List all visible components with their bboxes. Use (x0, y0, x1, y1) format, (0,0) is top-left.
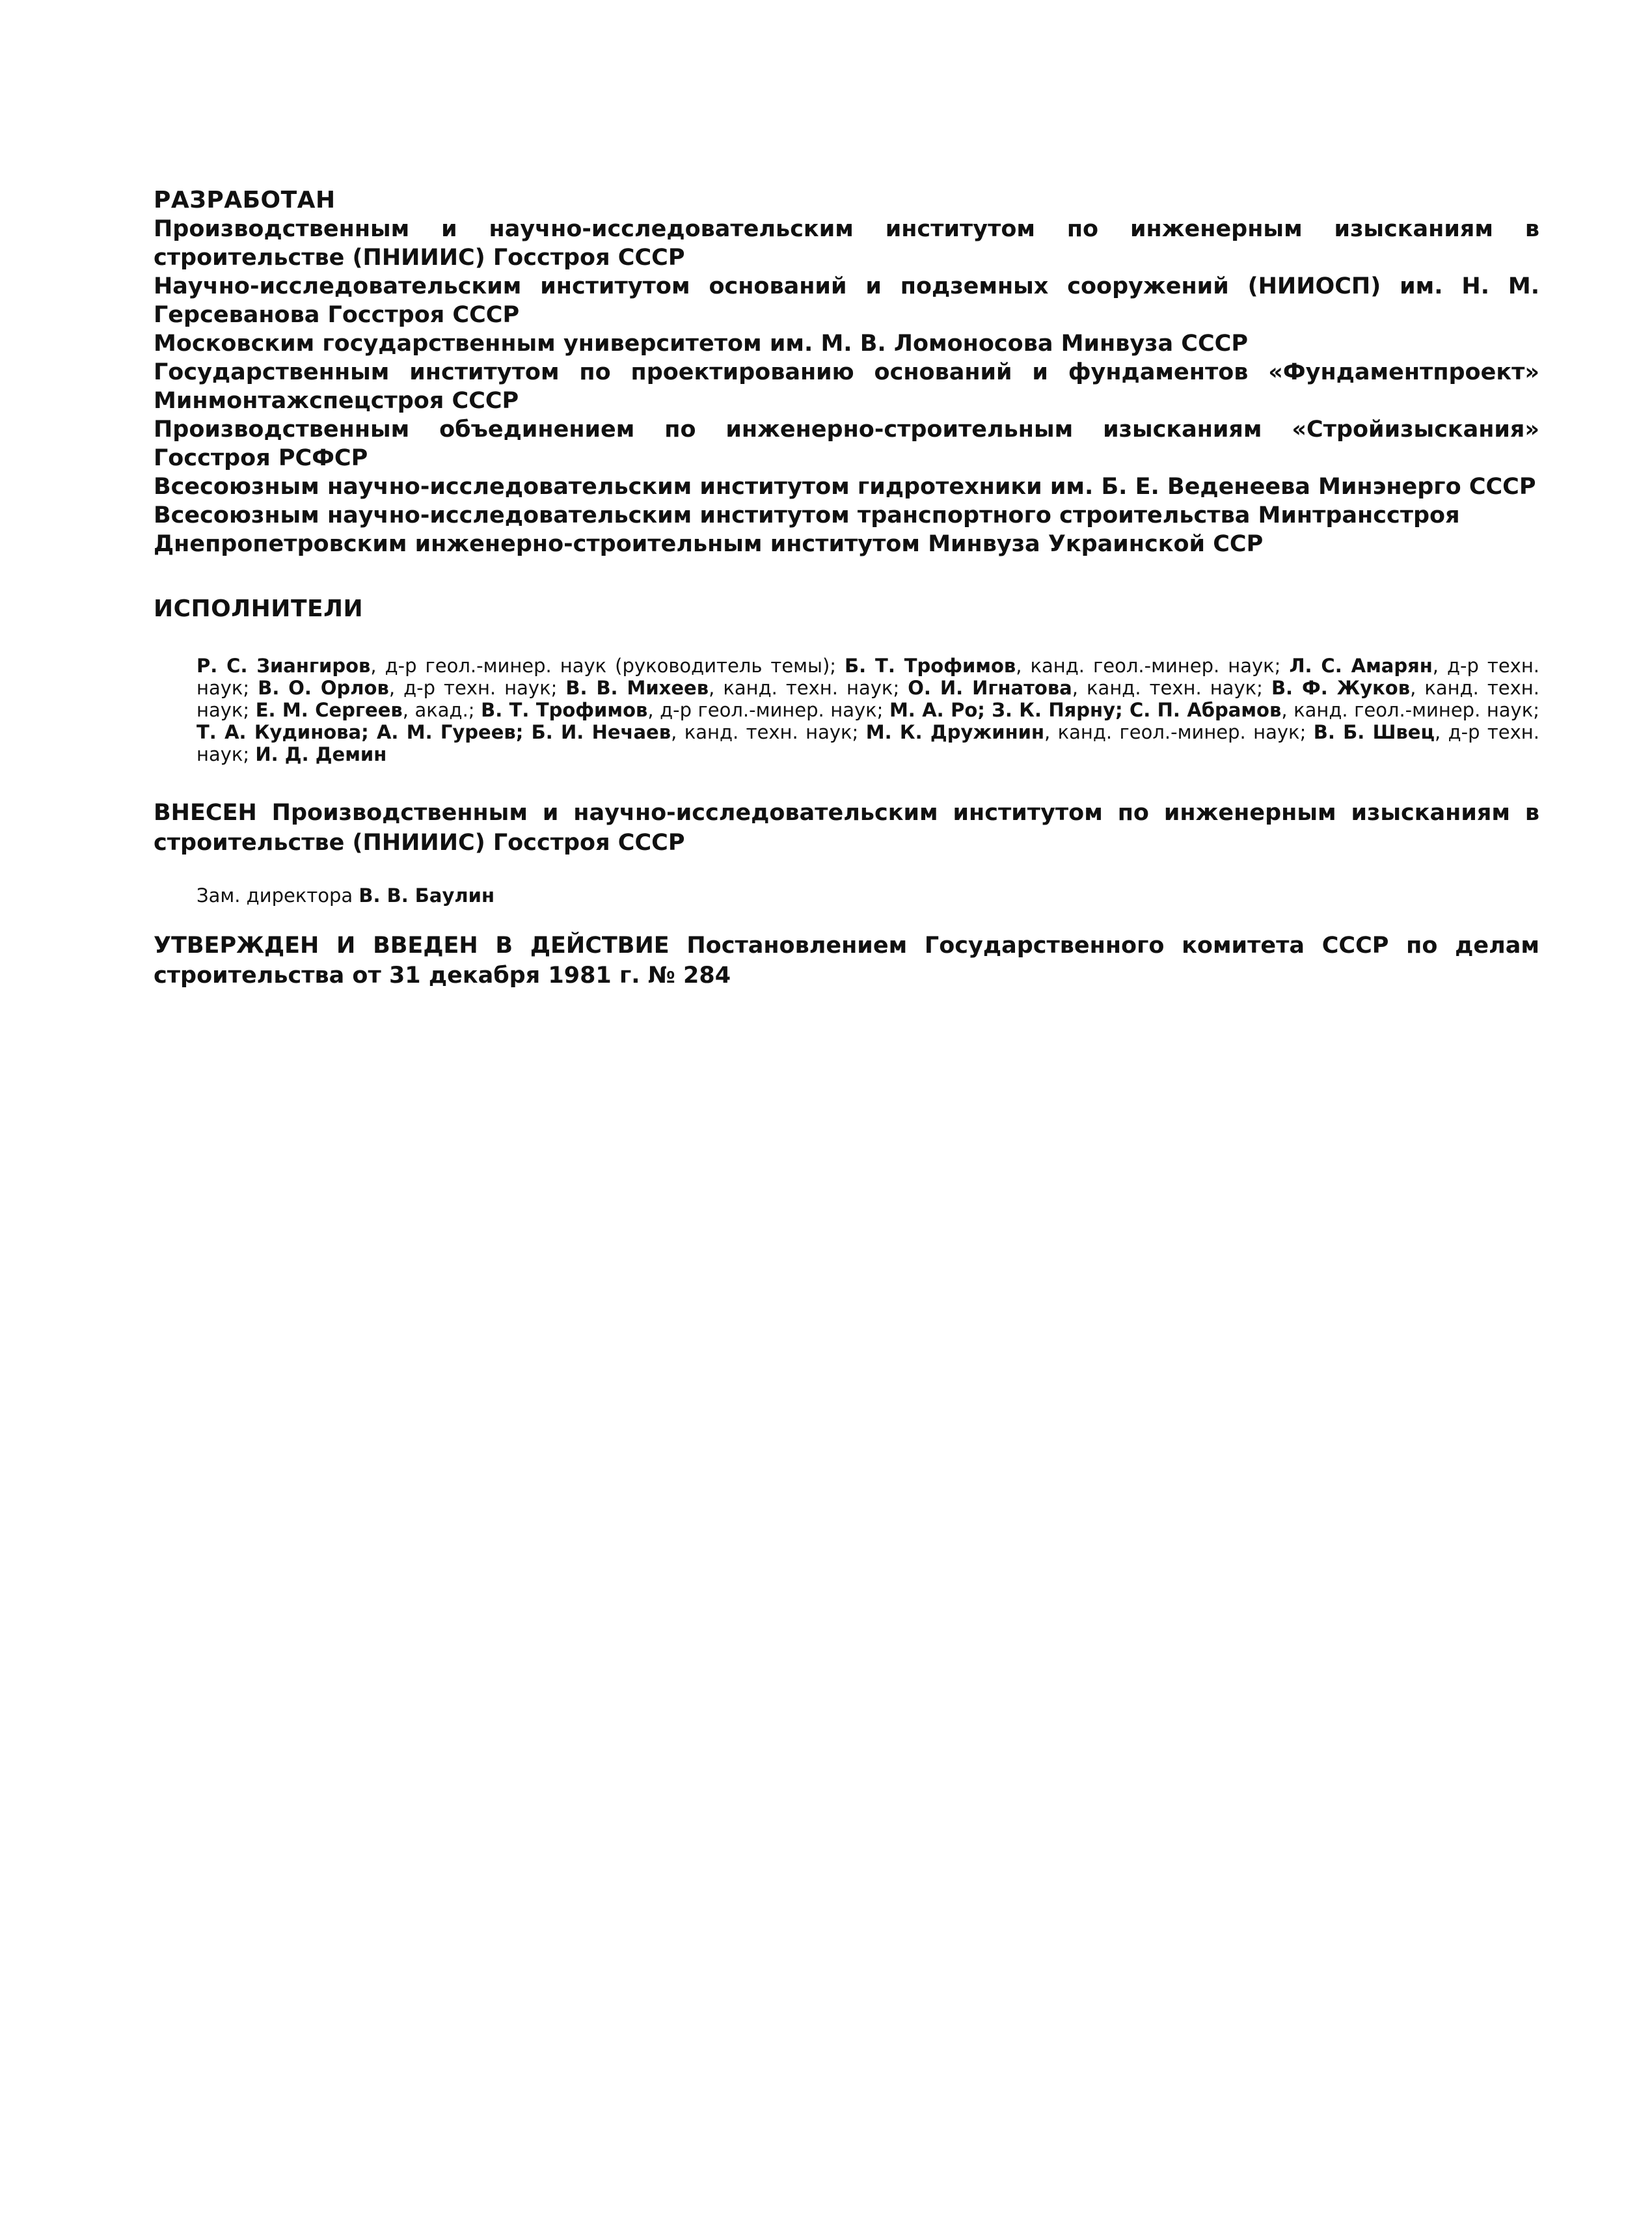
approved-lead: УТВЕРЖДЕН И ВВЕДЕН В ДЕЙСТВИЕ (154, 933, 670, 959)
performers-list (196, 655, 1539, 765)
approved-paragraph (154, 931, 1539, 991)
performer-title: , канд. техн. наук; (196, 677, 1539, 721)
performer-title: , канд. техн. наук; (1072, 677, 1271, 699)
developer-item: Государственным институтом по проектированию оснований и фундаментов «Фундаментпроект» Минмонтажспецстроя СССР (154, 359, 1539, 414)
developer-item: Производственным объединением по инженерно-строительным изысканиям «Стройизыскания» Госстроя РСФСР (154, 417, 1539, 471)
performer-name: Е. М. Сергеев (255, 699, 403, 721)
performer-title: , д-р техн. наук; (196, 655, 1540, 699)
performer-name: О. И. Игнатова (908, 677, 1072, 699)
performer-name: В. Т. Трофимов (481, 699, 648, 721)
deputy-line (196, 884, 1539, 907)
performer-title: , канд. геол.-минер. наук; (1016, 655, 1290, 677)
document-content (154, 186, 1539, 991)
performer-name: Л. С. Амарян (1289, 655, 1433, 677)
deputy-name: В. В. Баулин (359, 884, 494, 907)
performer-name: В. В. Михеев (565, 677, 709, 699)
developer-item: Московским государственным университетом им. М. В. Ломоносова Минвуза СССР (154, 331, 1248, 357)
performer-title: , д-р геол.-минер. наук (руководитель темы); (370, 655, 845, 677)
performer-name: В. О. Орлов (258, 677, 389, 699)
approved-text: Постановлением Государственного комитета СССР по делам строительства от 31 декабря 1981 г. № 284 (154, 933, 1539, 989)
performer-title: , канд. техн. наук; (671, 721, 866, 743)
performer-name: В. Ф. Жуков (1271, 677, 1411, 699)
introduced-lead: ВНЕСЕН (154, 800, 257, 826)
performers-heading: ИСПОЛНИТЕЛИ (154, 595, 364, 622)
performer-title: , канд. геол.-минер. наук; (1281, 699, 1540, 721)
developed-list (154, 215, 1539, 558)
developer-item: Научно-исследовательским институтом оснований и подземных сооружений (НИИОСП) им. Н. М. Герсеванова Госстроя СССР (154, 273, 1539, 328)
performer-title: , канд. геол.-минер. наук; (1044, 721, 1314, 743)
developer-item: Днепропетровским инженерно-строительным институтом Минвуза Украинской ССР (154, 531, 1264, 557)
performer-name: И. Д. Демин (255, 743, 387, 765)
performer-name: Т. А. Кудинова; А. М. Гуреев; Б. И. Нечаев (196, 721, 671, 743)
performer-title: , акад.; (402, 699, 481, 721)
introduced-paragraph (154, 798, 1539, 858)
developer-item: Производственным и научно-исследовательским институтом по инженерным изысканиям в строительстве (ПНИИИС) Госстроя СССР (154, 216, 1539, 271)
performer-title: , д-р геол.-минер. наук; (647, 699, 889, 721)
performer-title: , канд. техн. наук; (709, 677, 908, 699)
performer-name: М. А. Ро; З. К. Пярну; С. П. Абрамов (889, 699, 1282, 721)
performer-name: В. Б. Швец (1313, 721, 1435, 743)
performer-name: М. К. Дружинин (865, 721, 1044, 743)
deputy-role: Зам. директора (196, 884, 359, 907)
introduced-text: Производственным и научно-исследовательским институтом по инженерным изысканиям в строительстве (ПНИИИС) Госстроя СССР (154, 800, 1539, 856)
developer-item: Всесоюзным научно-исследовательским институтом гидротехники им. Б. Е. Веденеева Минэнерго СССР (154, 474, 1536, 500)
developed-heading: РАЗРАБОТАН (154, 187, 336, 213)
performer-title: , д-р техн. наук; (196, 721, 1539, 765)
developer-item: Всесоюзным научно-исследовательским институтом транспортного строительства Минтрансстроя (154, 502, 1460, 528)
performer-name: Р. С. Зиангиров (196, 655, 371, 677)
performer-name: Б. Т. Трофимов (845, 655, 1016, 677)
performer-title: , д-р техн. наук; (388, 677, 566, 699)
